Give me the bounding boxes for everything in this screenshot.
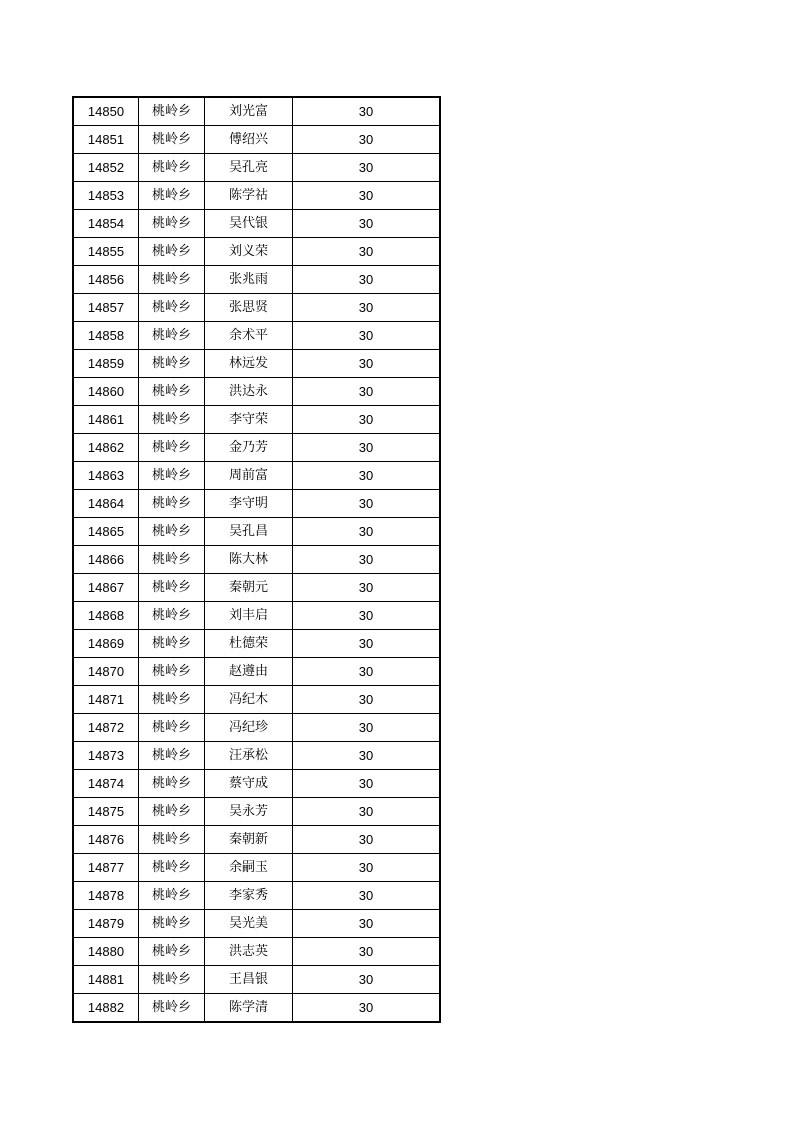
cell-township: 桃岭乡 (139, 462, 205, 490)
cell-amount: 30 (293, 854, 441, 882)
cell-amount: 30 (293, 686, 441, 714)
cell-amount: 30 (293, 630, 441, 658)
cell-township: 桃岭乡 (139, 266, 205, 294)
cell-id: 14850 (73, 97, 139, 126)
table-row (73, 714, 440, 742)
cell-id: 14879 (73, 910, 139, 938)
cell-id: 14862 (73, 434, 139, 462)
cell-amount: 30 (293, 406, 441, 434)
cell-id: 14881 (73, 966, 139, 994)
cell-amount: 30 (293, 798, 441, 826)
cell-township: 桃岭乡 (139, 182, 205, 210)
table-row (73, 630, 440, 658)
table-row (73, 882, 440, 910)
cell-name: 李守明 (205, 490, 293, 518)
cell-amount: 30 (293, 490, 441, 518)
table-row (73, 322, 440, 350)
table-row (73, 854, 440, 882)
cell-name: 陈大林 (205, 546, 293, 574)
table-row (73, 350, 440, 378)
cell-township: 桃岭乡 (139, 798, 205, 826)
cell-township: 桃岭乡 (139, 97, 205, 126)
cell-township: 桃岭乡 (139, 154, 205, 182)
table-row (73, 462, 440, 490)
cell-name: 冯纪木 (205, 686, 293, 714)
table-row (73, 994, 440, 1023)
cell-township: 桃岭乡 (139, 406, 205, 434)
cell-amount: 30 (293, 826, 441, 854)
cell-name: 刘义荣 (205, 238, 293, 266)
table-row (73, 686, 440, 714)
cell-name: 秦朝新 (205, 826, 293, 854)
table-row (73, 210, 440, 238)
table-row (73, 434, 440, 462)
cell-name: 洪达永 (205, 378, 293, 406)
cell-township: 桃岭乡 (139, 518, 205, 546)
table-row (73, 910, 440, 938)
cell-name: 余嗣玉 (205, 854, 293, 882)
cell-id: 14878 (73, 882, 139, 910)
cell-amount: 30 (293, 97, 441, 126)
cell-name: 洪志英 (205, 938, 293, 966)
cell-name: 吴永芳 (205, 798, 293, 826)
cell-name: 刘丰启 (205, 602, 293, 630)
table-row (73, 966, 440, 994)
cell-township: 桃岭乡 (139, 658, 205, 686)
cell-amount: 30 (293, 462, 441, 490)
cell-id: 14870 (73, 658, 139, 686)
cell-name: 李家秀 (205, 882, 293, 910)
cell-amount: 30 (293, 938, 441, 966)
cell-id: 14860 (73, 378, 139, 406)
cell-id: 14854 (73, 210, 139, 238)
cell-amount: 30 (293, 350, 441, 378)
cell-township: 桃岭乡 (139, 742, 205, 770)
cell-township: 桃岭乡 (139, 602, 205, 630)
cell-township: 桃岭乡 (139, 854, 205, 882)
cell-id: 14867 (73, 574, 139, 602)
table-row (73, 798, 440, 826)
cell-name: 李守荣 (205, 406, 293, 434)
cell-id: 14875 (73, 798, 139, 826)
cell-name: 林远发 (205, 350, 293, 378)
cell-id: 14869 (73, 630, 139, 658)
table-row (73, 406, 440, 434)
table-row (73, 490, 440, 518)
cell-amount: 30 (293, 378, 441, 406)
data-table (72, 96, 441, 1023)
cell-id: 14861 (73, 406, 139, 434)
cell-name: 王昌银 (205, 966, 293, 994)
cell-name: 张兆雨 (205, 266, 293, 294)
cell-amount: 30 (293, 210, 441, 238)
cell-name: 陈学祜 (205, 182, 293, 210)
cell-amount: 30 (293, 518, 441, 546)
cell-township: 桃岭乡 (139, 910, 205, 938)
table-row (73, 602, 440, 630)
table-row (73, 826, 440, 854)
cell-name: 吴孔亮 (205, 154, 293, 182)
cell-name: 傅绍兴 (205, 126, 293, 154)
cell-id: 14855 (73, 238, 139, 266)
table-row (73, 574, 440, 602)
cell-id: 14873 (73, 742, 139, 770)
table-row (73, 238, 440, 266)
cell-name: 张思贤 (205, 294, 293, 322)
table-row (73, 266, 440, 294)
table-row (73, 742, 440, 770)
table-row (73, 97, 440, 126)
cell-id: 14858 (73, 322, 139, 350)
cell-township: 桃岭乡 (139, 322, 205, 350)
table-row (73, 658, 440, 686)
table-row (73, 294, 440, 322)
cell-township: 桃岭乡 (139, 434, 205, 462)
cell-township: 桃岭乡 (139, 238, 205, 266)
cell-name: 吴孔昌 (205, 518, 293, 546)
cell-amount: 30 (293, 154, 441, 182)
cell-id: 14876 (73, 826, 139, 854)
table-row (73, 546, 440, 574)
cell-id: 14865 (73, 518, 139, 546)
cell-township: 桃岭乡 (139, 686, 205, 714)
cell-id: 14851 (73, 126, 139, 154)
cell-name: 余术平 (205, 322, 293, 350)
cell-id: 14857 (73, 294, 139, 322)
cell-id: 14859 (73, 350, 139, 378)
cell-township: 桃岭乡 (139, 546, 205, 574)
cell-amount: 30 (293, 546, 441, 574)
cell-id: 14863 (73, 462, 139, 490)
cell-name: 周前富 (205, 462, 293, 490)
cell-township: 桃岭乡 (139, 210, 205, 238)
cell-amount: 30 (293, 294, 441, 322)
table-row (73, 938, 440, 966)
cell-amount: 30 (293, 658, 441, 686)
cell-amount: 30 (293, 994, 441, 1023)
cell-id: 14880 (73, 938, 139, 966)
cell-name: 吴光美 (205, 910, 293, 938)
table-row (73, 182, 440, 210)
cell-township: 桃岭乡 (139, 882, 205, 910)
cell-id: 14868 (73, 602, 139, 630)
cell-name: 杜德荣 (205, 630, 293, 658)
cell-township: 桃岭乡 (139, 294, 205, 322)
cell-name: 冯纪珍 (205, 714, 293, 742)
cell-township: 桃岭乡 (139, 490, 205, 518)
cell-id: 14871 (73, 686, 139, 714)
cell-township: 桃岭乡 (139, 994, 205, 1023)
cell-amount: 30 (293, 574, 441, 602)
cell-id: 14856 (73, 266, 139, 294)
cell-amount: 30 (293, 882, 441, 910)
cell-township: 桃岭乡 (139, 938, 205, 966)
cell-township: 桃岭乡 (139, 350, 205, 378)
cell-amount: 30 (293, 966, 441, 994)
cell-amount: 30 (293, 126, 441, 154)
table-row (73, 126, 440, 154)
cell-amount: 30 (293, 714, 441, 742)
cell-amount: 30 (293, 322, 441, 350)
cell-amount: 30 (293, 434, 441, 462)
cell-township: 桃岭乡 (139, 826, 205, 854)
table-row (73, 770, 440, 798)
cell-amount: 30 (293, 910, 441, 938)
table-row (73, 518, 440, 546)
cell-id: 14852 (73, 154, 139, 182)
cell-amount: 30 (293, 266, 441, 294)
cell-township: 桃岭乡 (139, 574, 205, 602)
cell-amount: 30 (293, 602, 441, 630)
cell-name: 赵遵由 (205, 658, 293, 686)
cell-amount: 30 (293, 742, 441, 770)
table-row (73, 378, 440, 406)
cell-township: 桃岭乡 (139, 714, 205, 742)
cell-id: 14874 (73, 770, 139, 798)
cell-id: 14853 (73, 182, 139, 210)
cell-township: 桃岭乡 (139, 378, 205, 406)
cell-township: 桃岭乡 (139, 770, 205, 798)
cell-amount: 30 (293, 182, 441, 210)
cell-name: 陈学清 (205, 994, 293, 1023)
cell-id: 14864 (73, 490, 139, 518)
cell-id: 14882 (73, 994, 139, 1023)
cell-township: 桃岭乡 (139, 126, 205, 154)
cell-name: 秦朝元 (205, 574, 293, 602)
cell-township: 桃岭乡 (139, 966, 205, 994)
cell-name: 蔡守成 (205, 770, 293, 798)
cell-name: 汪承松 (205, 742, 293, 770)
cell-amount: 30 (293, 238, 441, 266)
cell-amount: 30 (293, 770, 441, 798)
cell-township: 桃岭乡 (139, 630, 205, 658)
cell-id: 14866 (73, 546, 139, 574)
data-table-body (73, 97, 440, 1022)
cell-name: 金乃芳 (205, 434, 293, 462)
cell-id: 14872 (73, 714, 139, 742)
cell-name: 吴代银 (205, 210, 293, 238)
cell-name: 刘光富 (205, 97, 293, 126)
cell-id: 14877 (73, 854, 139, 882)
table-row (73, 154, 440, 182)
